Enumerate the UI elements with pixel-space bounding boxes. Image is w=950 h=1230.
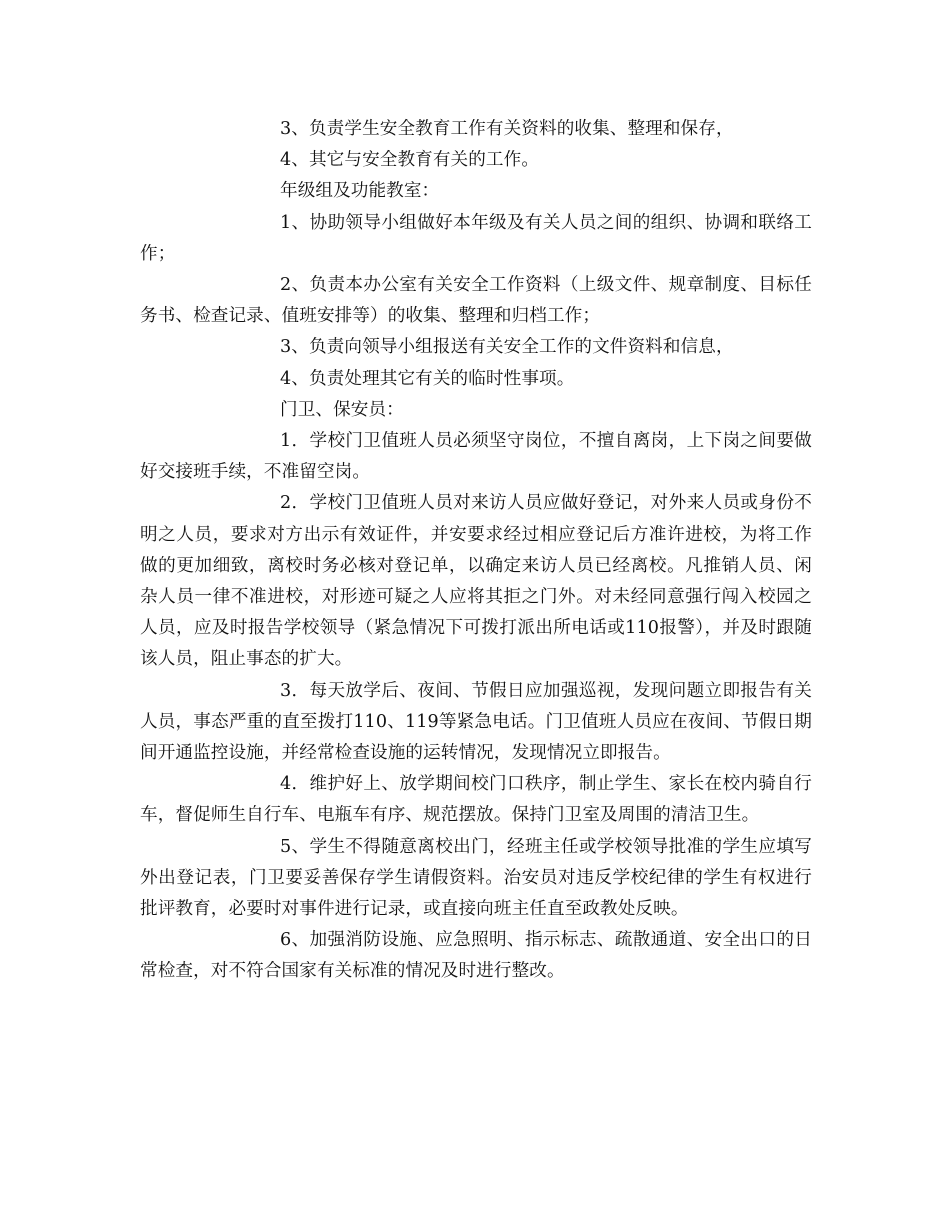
paragraph-1: 3、负责学生安全教育工作有关资料的收集、整理和保存， [280,119,734,139]
paragraph-10: 2．学校门卫值班人员对来访人员应做好登记，对外来人员或身份不明之人员，要求对方出示有效证件，并安要求经过相应登记后方准许进校，为将工作做的更加细致，离校时务必核对登记单，以确定来访人员已经离校。凡推销人员、闲杂人员一律不准进校，对形迹可疑之人应将其拒之门外。对未经同意强行闯入校园之人员，应及时报告学校领导（紧急情况下可拨打派出所电话或110报警），并及时跟随该人员，阻止事态的扩大。 [140,493,812,670]
paragraph-4: 1、协助领导小组做好本年级及有关人员之间的组织、协调和联络工作； [140,212,812,264]
paragraph-7: 4、负责处理其它有关的临时性事项。 [280,368,575,389]
paragraph-5: 2、负责本办公室有关安全工作资料（上级文件、规章制度、目标任务书、检查记录、值班安排等）的收集、整理和归档工作； [140,275,812,327]
paragraph-14: 6、加强消防设施、应急照明、指示标志、疏散通道、安全出口的日常检查，对不符合国家有关标准的情况及时进行整改。 [140,930,812,982]
paragraph-9: 1．学校门卫值班人员必须坚守岗位，不擅自离岗，上下岗之间要做好交接班手续，不准留空岗。 [140,431,812,483]
paragraph-12: 4．维护好上、放学期间校门口秩序，制止学生、家长在校内骑自行车，督促师生自行车、电瓶车有序、规范摆放。保持门卫室及周围的清洁卫生。 [140,774,812,826]
paragraph-13: 5、学生不得随意离校出门，经班主任或学校领导批准的学生应填写外出登记表，门卫要妥善保存学生请假资料。治安员对违反学校纪律的学生有权进行批评教育，必要时对事件进行记录，或直接向班主任直至政教处反映。 [140,836,812,920]
paragraph-2: 4、其它与安全教育有关的工作。 [280,150,540,171]
section-heading-security: 门卫、保安员： [280,399,404,420]
paragraph-6: 3、负责向领导小组报送有关安全工作的文件资料和信息， [280,337,734,358]
section-heading-grade-group: 年级组及功能教室： [280,181,440,202]
paragraph-11: 3．每天放学后、夜间、节假日应加强巡视，发现问题立即报告有关人员，事态严重的直至拨打110、119等紧急电话。门卫值班人员应在夜间、节假日期间开通监控设施，并经常检查设施的运转情况，发现情况立即报告。 [140,680,812,764]
document-body [140,114,812,988]
